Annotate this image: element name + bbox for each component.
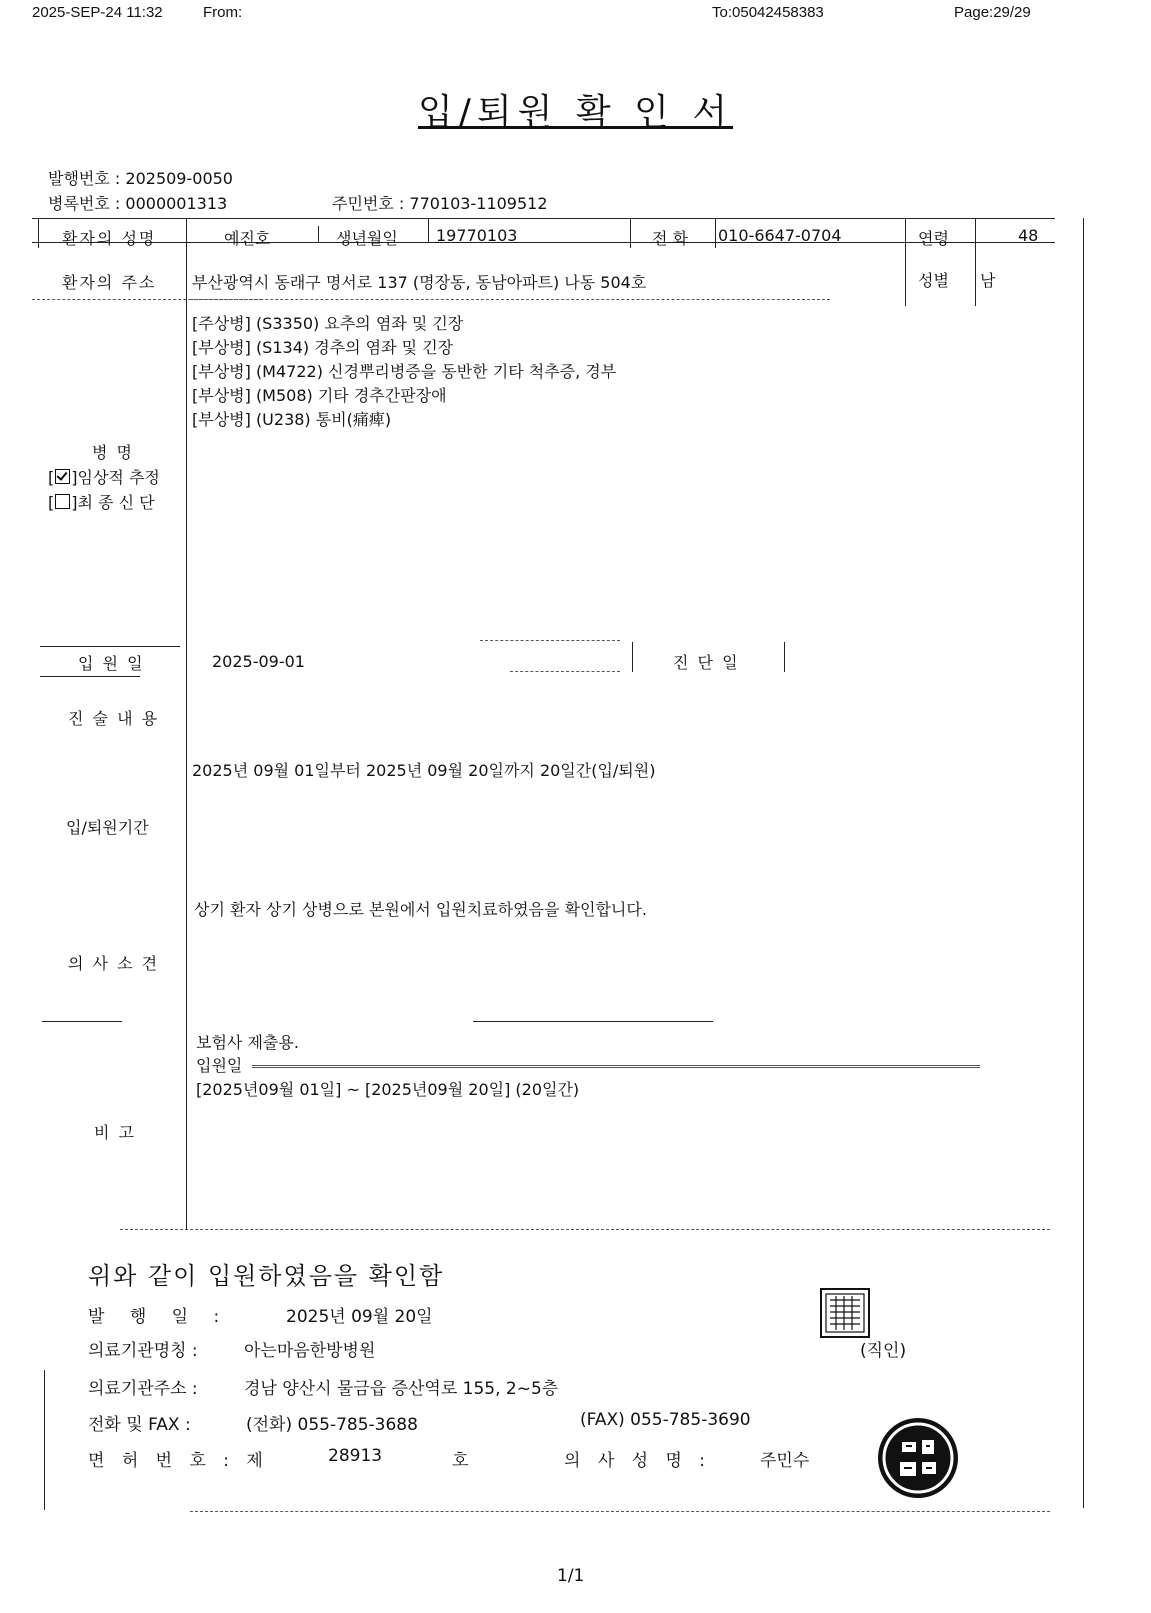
period-text: 2025년 09월 01일부터 2025년 09월 20일까지 20일간(입/퇴원) bbox=[192, 761, 656, 780]
record-number: 병록번호 : 0000001313 bbox=[48, 194, 228, 213]
document-title: 입/퇴원 확 인 서 bbox=[417, 92, 734, 133]
seal-label: (직인) bbox=[860, 1341, 907, 1361]
birth-label: 생년월일 bbox=[336, 229, 398, 248]
license-suffix: 호 bbox=[452, 1451, 469, 1471]
doctor-seal-icon bbox=[878, 1418, 958, 1498]
patient-name: 예진호 bbox=[224, 229, 271, 248]
diagnosis-item: [부상병] (M508) 기타 경추간판장애 bbox=[192, 386, 447, 405]
doctor-name: 주민수 bbox=[760, 1451, 810, 1471]
page-number: 1/1 bbox=[557, 1566, 585, 1586]
diagnosis-item: [부상병] (M4722) 신경뿌리병증을 동반한 기타 척추증, 경부 bbox=[192, 362, 617, 381]
final-diagnosis-checkbox bbox=[55, 494, 70, 509]
birth-date: 19770103 bbox=[436, 226, 518, 245]
remarks-line1: 보험사 제출용. bbox=[196, 1033, 299, 1052]
statement-label: 진 술 내 용 bbox=[68, 709, 160, 728]
patient-sex: 남 bbox=[980, 271, 996, 290]
period-label: 입/퇴원기간 bbox=[66, 818, 149, 837]
remarks-line2: 입원일 bbox=[196, 1056, 243, 1075]
diagnosis-item: [부상병] (U238) 통비(痛痺) bbox=[192, 410, 392, 429]
sex-label: 성별 bbox=[918, 271, 949, 290]
resident-number: 주민번호 : 770103-1109512 bbox=[332, 194, 548, 213]
patient-name-label: 환자의 성명 bbox=[62, 229, 157, 248]
diagnosis-date-label: 진 단 일 bbox=[673, 653, 740, 672]
institution-phone: (전화) 055-785-3688 bbox=[246, 1415, 418, 1435]
issue-date: 2025년 09월 20일 bbox=[286, 1307, 433, 1327]
diagnosis-item: [부상병] (S134) 경추의 염좌 및 긴장 bbox=[192, 338, 454, 357]
patient-address: 부산광역시 동래구 명서로 137 (명장동, 동남아파트) 나동 504호 bbox=[192, 273, 647, 292]
institution-name: 아는마음한방병원 bbox=[244, 1341, 376, 1361]
license-label: 면 허 번 호 : 제 bbox=[88, 1451, 269, 1471]
diagnosis-label: 병 명 bbox=[92, 443, 134, 462]
patient-age: 48 bbox=[1018, 226, 1039, 245]
issue-number: 발행번호 : 202509-0050 bbox=[48, 169, 233, 188]
issue-date-label: 발 행 일 : bbox=[88, 1307, 230, 1327]
phone-label: 전 화 bbox=[652, 229, 688, 248]
license-number: 28913 bbox=[328, 1446, 383, 1466]
remarks-label: 비 고 bbox=[94, 1123, 136, 1142]
age-label: 연령 bbox=[918, 229, 949, 248]
fax-to: To:05042458383 bbox=[712, 4, 824, 21]
institution-address-label: 의료기관주소 : bbox=[88, 1379, 198, 1399]
opinion-text: 상기 환자 상기 상병으로 본원에서 입원치료하였음을 확인합니다. bbox=[194, 900, 647, 919]
doctor-label: 의 사 성 명 : bbox=[564, 1451, 712, 1471]
fax-from: From: bbox=[203, 4, 243, 21]
confirm-statement: 위와 같이 입원하였음을 확인함 bbox=[88, 1262, 445, 1290]
address-label: 환자의 주소 bbox=[62, 273, 157, 292]
institution-address: 경남 양산시 물금읍 증산역로 155, 2~5층 bbox=[244, 1379, 559, 1399]
clinical-estimate-checkbox bbox=[55, 469, 70, 484]
final-diagnosis-option: [ ]최 종 신 단 bbox=[48, 493, 155, 512]
institution-seal-icon bbox=[820, 1288, 870, 1338]
patient-phone: 010-6647-0704 bbox=[718, 226, 842, 245]
admission-date: 2025-09-01 bbox=[212, 652, 305, 671]
remarks-line3: [2025년09월 01일] ~ [2025년09월 20일] (20일간) bbox=[196, 1080, 580, 1099]
phone-fax-label: 전화 및 FAX : bbox=[88, 1415, 191, 1435]
institution-name-label: 의료기관명칭 : bbox=[88, 1341, 198, 1361]
institution-fax: (FAX) 055-785-3690 bbox=[580, 1410, 751, 1430]
opinion-label: 의 사 소 견 bbox=[68, 954, 160, 973]
admission-label: 입 원 일 bbox=[78, 654, 145, 673]
fax-datetime: 2025-SEP-24 11:32 bbox=[32, 4, 163, 21]
diagnosis-item: [주상병] (S3350) 요추의 염좌 및 긴장 bbox=[192, 314, 464, 333]
fax-page: Page:29/29 bbox=[954, 4, 1031, 21]
clinical-estimate-option: [ ]임상적 추정 bbox=[48, 468, 160, 487]
